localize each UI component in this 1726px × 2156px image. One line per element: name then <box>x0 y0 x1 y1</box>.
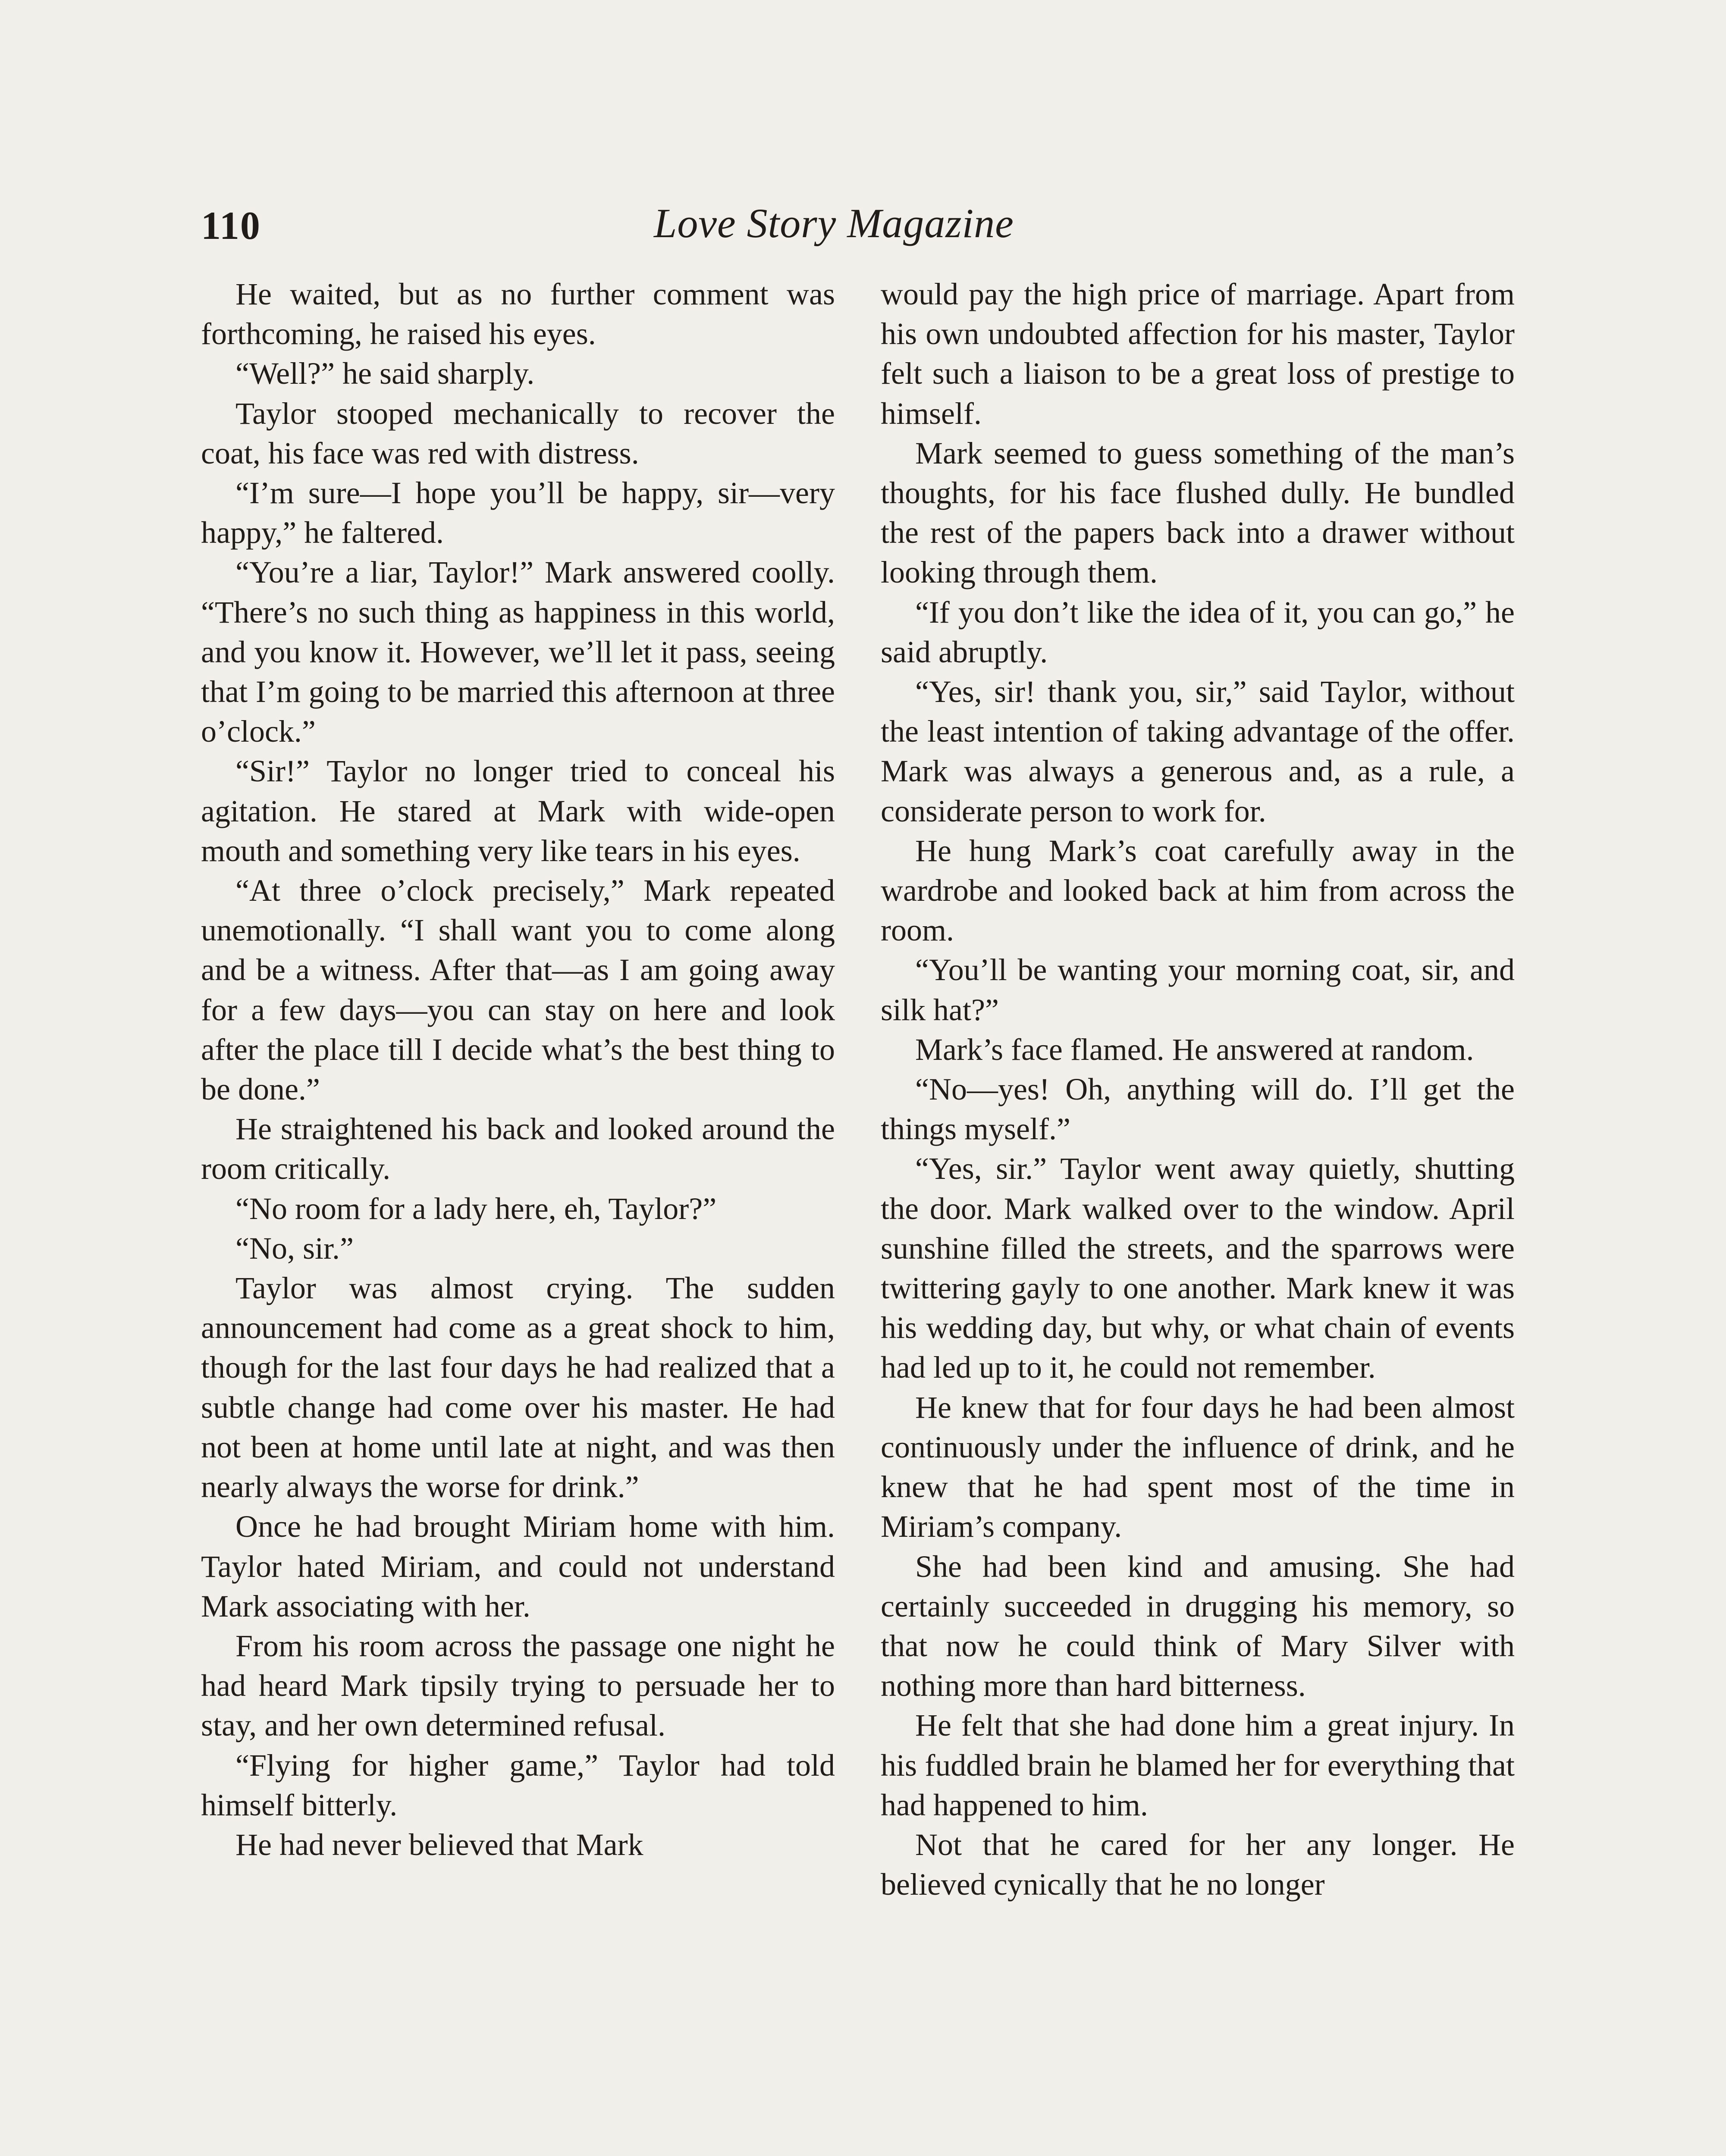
paragraph: Taylor stooped mechanically to recover the coat, his face was red with distress. <box>201 396 835 470</box>
paragraph: “Sir!” Taylor no longer tried to conceal his agitation. He stared at Mark with wide-open mouth and something very like tears in his eyes. <box>201 754 835 868</box>
paragraph: He waited, but as no further comment was forthcoming, he raised his eyes. <box>201 277 835 351</box>
paragraph: He had never believed that Mark <box>235 1827 643 1862</box>
paragraph: “No room for a lady here, eh, Taylor?” <box>235 1191 717 1226</box>
paragraph: He straightened his back and looked around the room critically. <box>201 1112 835 1186</box>
page-number: 110 <box>201 204 261 248</box>
paragraph: He knew that for four days he had been almost continuously under the influence of drink, and he knew that he had spent most of the time in Miriam’s company. <box>881 1390 1515 1544</box>
paragraph: “If you don’t like the idea of it, you can go,” he said abruptly. <box>881 595 1515 669</box>
paragraph: “Well?” he said sharply. <box>235 356 535 391</box>
paragraph: would pay the high price of marriage. Apart from his own undoubted affection for his master, Taylor felt such a liaison to be a great loss of prestige to himself. <box>881 277 1515 431</box>
paragraph: He felt that she had done him a great injury. In his fuddled brain he blamed her for everything that had happened to him. <box>881 1708 1515 1822</box>
paragraph: “At three o’clock precisely,” Mark repeated unemotionally. “I shall want you to come along and be a witness. After that—as I am going away for a few days—you can stay on here and look after the place till I decide what’s the best thing to be done.” <box>201 873 835 1107</box>
paragraph: Mark seemed to guess something of the man’s thoughts, for his face flushed dully. He bundled the rest of the papers back into a drawer without looking through them. <box>881 436 1515 590</box>
paragraph: “You’ll be wanting your morning coat, sir, and silk hat?” <box>881 953 1515 1027</box>
right-text-column <box>881 274 1515 1904</box>
paragraph: “You’re a liar, Taylor!” Mark answered coolly. “There’s no such thing as happiness in this world, and you know it. However, we’ll let it pass, seeing that I’m going to be married this afternoon at three o’clock.” <box>201 555 835 749</box>
paragraph: “Yes, sir! thank you, sir,” said Taylor, without the least intention of taking advantage of the offer. Mark was always a generous and, as a rule, a considerate person to work for. <box>881 674 1515 828</box>
paragraph: He hung Mark’s coat carefully away in the wardrobe and looked back at him from across the room. <box>881 833 1515 948</box>
paragraph: Taylor was almost crying. The sudden announcement had come as a great shock to him, though for the last four days he had realized that a subtle change had come over his master. He had not been at home until late at night, and was then nearly always the worse for drink.” <box>201 1271 835 1504</box>
paragraph: “I’m sure—I hope you’ll be happy, sir—very happy,” he faltered. <box>201 476 835 550</box>
paragraph: “Flying for higher game,” Taylor had told himself bitterly. <box>201 1748 835 1822</box>
left-text-column <box>201 274 835 1865</box>
paragraph: Not that he cared for her any longer. He believed cynically that he no longer <box>881 1827 1515 1902</box>
magazine-title: Love Story Magazine <box>654 200 1014 246</box>
paragraph: Mark’s face flamed. He answered at random. <box>915 1032 1474 1067</box>
page-header <box>201 190 1525 276</box>
paragraph: “Yes, sir.” Taylor went away quietly, shutting the door. Mark walked over to the window. April sunshine filled the streets, and the sparrows were twittering gayly to one another. Mark knew it was his wedding day, but why, or what chain of events had led up to it, he could not remember. <box>881 1151 1515 1385</box>
paragraph: “No—yes! Oh, anything will do. I’ll get the things myself.” <box>881 1072 1515 1147</box>
paragraph: From his room across the passage one night he had heard Mark tipsily trying to persuade her to stay, and her own determined refusal. <box>201 1628 835 1743</box>
paragraph: Once he had brought Miriam home with him. Taylor hated Miriam, and could not understand Mark associating with her. <box>201 1509 835 1623</box>
paragraph: She had been kind and amusing. She had certainly succeeded in drugging his memory, so that now he could think of Mary Silver with nothing more than hard bitterness. <box>881 1549 1515 1703</box>
paragraph: “No, sir.” <box>235 1231 354 1266</box>
